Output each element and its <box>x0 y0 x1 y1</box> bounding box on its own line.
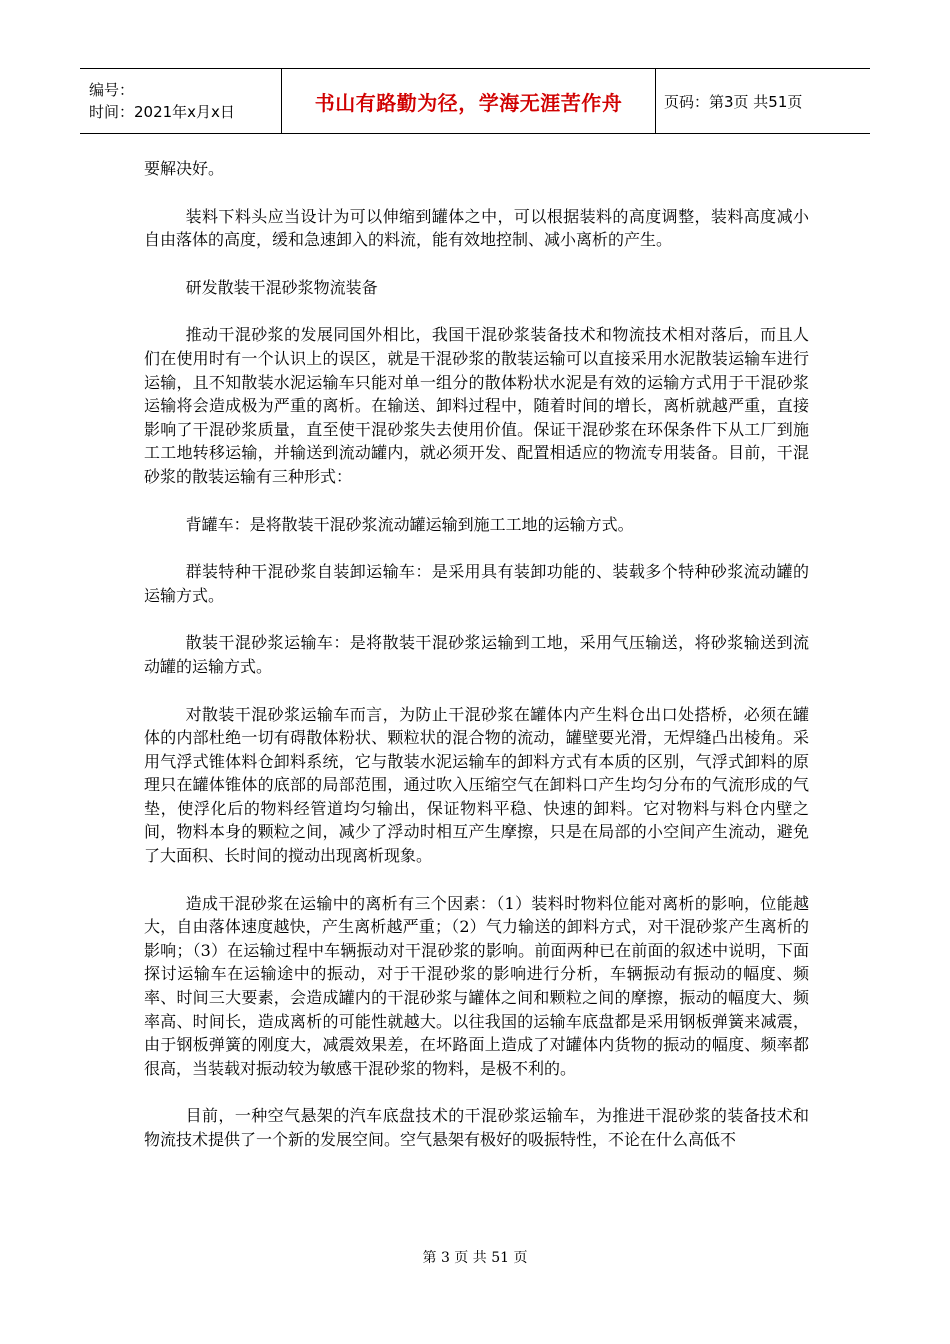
document-number-label: 编号： <box>89 81 135 99</box>
body-paragraph: 造成干混砂浆在运输中的离析有三个因素：（1）装料时物料位能对离析的影响，位能越大，自由落体速度越快，产生离析越严重；（2）气力输送的卸料方式，对干混砂浆产生离析的影响；（3）在运输过程中车辆振动对干混砂浆的影响。前面两种已在前面的叙述中说明，下面探讨运输车在运输途中的振动，对于干混砂浆的影响进行分析，车辆振动有振动的幅度、频率、时间三大要素，会造成罐内的干混砂浆与罐体之间和颗粒之间的摩擦，振动的幅度大、频率高、时间长，造成离析的可能性就越大。以往我国的运输车底盘都是采用钢板弹簧来减震，由于钢板弹簧的刚度大，减震效果差，在坏路面上造成了对罐体内货物的振动的幅度、频率都很高，当装载对振动较为敏感干混砂浆的物料，是极不利的。 <box>144 893 809 1078</box>
page-footer: 第 3 页 共 51 页 <box>422 1250 528 1266</box>
body-paragraph: 群装特种干混砂浆自装卸运输车：是采用具有装卸功能的、装载多个特种砂浆流动罐的运输方式。 <box>144 562 809 605</box>
header-motto: 书山有路勤为径，学海无涯苦作舟 <box>282 69 656 133</box>
header-meta <box>80 69 282 133</box>
body-paragraph: 要解决好。 <box>144 159 225 178</box>
body-paragraph: 散装干混砂浆运输车：是将散装干混砂浆运输到工地，采用气压输送，将砂浆输送到流动罐的运输方式。 <box>144 633 809 676</box>
header-page-info: 页码：第3页 共51页 <box>664 92 803 111</box>
body-paragraph: 对散装干混砂浆运输车而言，为防止干混砂浆在罐体内产生料仓出口处搭桥，必须在罐体的内部杜绝一切有碍散体粉状、颗粒状的混合物的流动，罐壁要光滑，无焊缝凸出棱角。采用气浮式锥体料仓卸料系统，它与散装水泥运输车的卸料方式有本质的区别，气浮式卸料的原理只在罐体锥体的底部的局部范围，通过吹入压缩空气在卸料口产生均匀分布的气流形成的气垫，使浮化后的物料经管道均匀输出，保证物料平稳、快速的卸料。它对物料与料仓内壁之间，物料本身的颗粒之间，减少了浮动时相互产生摩擦，只是在局部的小空间产生流动，避免了大面积、长时间的搅动出现离析现象。 <box>144 704 809 866</box>
body-paragraph: 背罐车：是将散装干混砂浆流动罐运输到施工工地的运输方式。 <box>185 514 634 534</box>
document-date: 时间：2021年x月x日 <box>89 103 235 121</box>
body-paragraph: 推动干混砂浆的发展同国外相比，我国干混砂浆装备技术和物流技术相对落后，而且人们在使用时有一个认识上的误区，就是干混砂浆的散装运输可以直接采用水泥散装运输车进行运输，且不知散装水泥运输车只能对单一组分的散体粉状水泥是有效的运输方式用于干混砂浆运输将会造成极为严重的离析。在输送、卸料过程中，随着时间的增长，离析就越严重，直接影响了干混砂浆质量，直至使干混砂浆失去使用价值。保证干混砂浆在环保条件下从工厂到施工工地转移运输，并输送到流动罐内，就必须开发、配置相适应的物流专用装备。目前，干混砂浆的散装运输有三种形式： <box>144 325 809 486</box>
page-header <box>80 68 870 134</box>
section-heading: 研发散装干混砂浆物流装备 <box>185 277 378 297</box>
document-body <box>144 157 809 1176</box>
body-paragraph: 装料下料头应当设计为可以伸缩到罐体之中，可以根据装料的高度调整，装料高度减小自由落体的高度，缓和急速卸入的料流，能有效地控制、减小离析的产生。 <box>144 206 809 250</box>
body-paragraph: 目前，一种空气悬架的汽车底盘技术的干混砂浆运输车，为推进干混砂浆的装备技术和物流技术提供了一个新的发展空间。空气悬架有极好的吸振特性，不论在什么高低不 <box>144 1106 809 1149</box>
